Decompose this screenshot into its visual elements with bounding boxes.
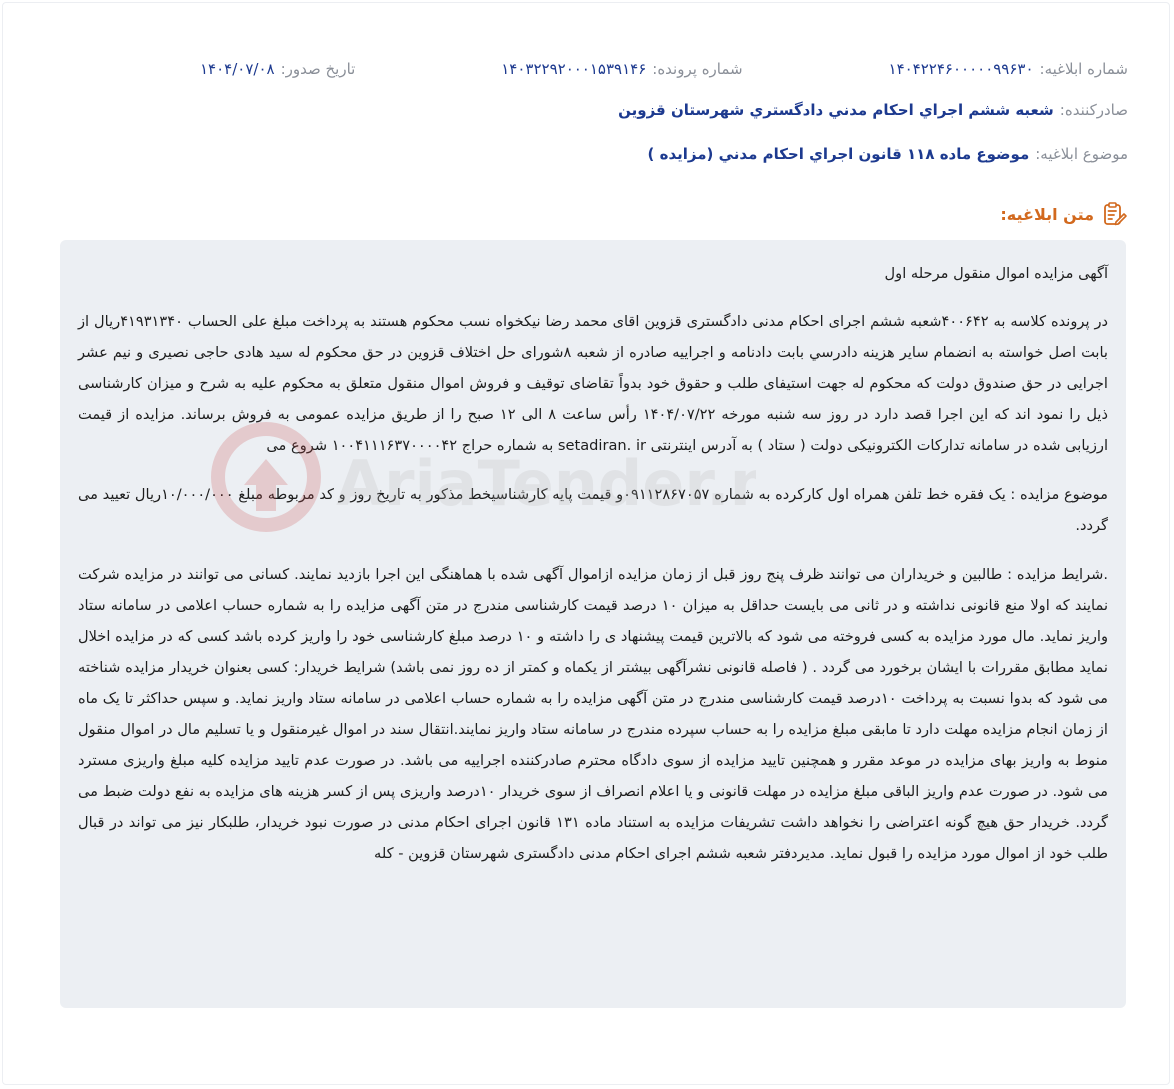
notice-body [60,240,1126,1008]
case-number-value: ۱۴۰۳۲۲۹۲۰۰۰۱۵۳۹۱۴۶ [501,60,647,78]
issuer-label: صادرکننده: [1059,101,1128,119]
notice-meta-row [200,56,1128,82]
watermark-text: AriaTender.n [336,447,756,520]
subject-row [648,141,1128,167]
issuer-row [618,97,1128,123]
subject-label: موضوع ابلاغیه: [1035,145,1128,163]
notice-text-title [1000,200,1128,228]
issue-date-value: ۱۴۰۴/۰۷/۰۸ [200,60,275,78]
issue-date [200,60,355,78]
notice-body-heading: آگهی مزایده اموال منقول مرحله اول [884,265,1108,282]
case-number-label: شماره پرونده: [652,60,743,78]
notice-text-title-label: متن ابلاغیه: [1000,204,1094,224]
case-number [501,60,742,78]
subject-value: موضوع ماده ۱۱۸ قانون اجراي احكام مدني (مزايده ) [647,145,1030,163]
notice-number-label: شماره ابلاغیه: [1039,60,1128,78]
notice-number-value: ۱۴۰۴۲۲۴۶۰۰۰۰۰۹۹۶۳۰ [888,60,1034,78]
issuer-value: شعبه ششم اجراي احكام مدني دادگستري شهرستان قزوين [618,101,1054,119]
notice-body-paragraph: موضوع مزایده : یک فقره خط تلفن همراه اول کارکرده به شماره ۰۹۱۱۲۸۶۷۰۵۷و قیمت پایه کارشناسیخط مذکور به تاریخ روز و کد مربوطه مبلغ ۱۰/۰۰۰/۰۰۰ریال تعیید می گردد. [78,486,1108,534]
notice-body-paragraph: در پرونده کلاسه به ۴۰۰۶۴۲شعبه ششم اجرای احکام مدنی دادگستری قزوین اقای محمد رضا نیکخواه نسب محکوم هستند به پرداخت مبلغ علی الحساب ۴۱۹۳۱۳۴۰ریال از بابت اصل خواسته به انضمام ساير هزينه دادرسي بابت دادنامه و اجراییه صادره از شعبه ۸شورای حل اختلاف قزوین در حق محکوم له سید هادی حاجی نصیری و نیم عشر اجرایی در حق صندوق دولت که محکوم له جهت استیفای طلب و حقوق خود بدواً تقاضای توقیف و فروش اموال منقول متعلق به محکوم علیه به شرح و میزان کارشناسی ذیل را نمود اند که این اجرا قصد دارد در روز سه شنبه مورخه ۱۴۰۴/۰۷/۲۲ رأس ساعت ۸ الی ۱۲ صبح را از طریق مزایده عمومی به فروش برساند. مزایده از قیمت ارزیابی شده در سامانه تدارکات الکترونیکی دولت ( ستاد ) به آدرس اینترنتی setadiran. ir به شماره حراج ۱۰۰۴۱۱۱۶۳۷۰۰۰۰۴۲ شروع می [78,313,1108,454]
issue-date-label: تاریخ صدور: [280,60,356,78]
notice-number [889,60,1128,78]
document-edit-icon [1102,201,1128,227]
notice-body-paragraph: .شرایط مزایده : طالبین و خریداران می توانند ظرف پنج روز قبل از زمان مزایده ازاموال آگهی شده با هماهنگی این اجرا بازدید نمایند. کسانی می توانند در مزایده شرکت نمایند که اولا منع قانونی نداشته و در ثانی می بایست حداقل به میزان ۱۰ درصد قیمت کارشناسی مندرج در متن آگهی مزایده را به شماره حساب اعلامی در سامانه ستاد واریز نماید. مال مورد مزایده به کسی فروخته می شود که بالاترین قیمت پیشنهاد ی را داشته و ۱۰ درصد مبلغ کارشناسی خود را واریز کرده باشد کسی که در مزایده اخلال نماید مطابق مقررات با ایشان برخورد می گردد . ( فاصله قانونی نشرآگهی بیشتر از یکماه و کمتر از ده روز نمی باشد) شرایط خریدار: کسی بعنوان خریدار مزایده شناخته می شود که بدوا نسبت به پرداخت ۱۰درصد قیمت کارشناسی مندرج در متن آگهی مزایده را به شماره حساب اعلامی در سامانه ستاد واریز نماید. و سپس حداکثر تا یک ماه از زمان انجام مزایده مهلت دارد تا مابقی مبلغ مزایده را به حساب سپرده مندرج در سامانه ستاد واریز نمایند.انتقال سند در اموال غیرمنقول و یا تسلیم مال در اموال منقول منوط به واریز بهای مزایده در موعد مقرر و همچنین تایید مزایده از سوی دادگاه محترم صادرکننده اجراییه می باشد. در صورت عدم تایید مزایده کلیه مبلغ واریزی مسترد می شود. در صورت عدم واریز الباقی مبلغ مزایده در مهلت قانونی و یا اعلام انصراف از سوی خریدار ۱۰درصد واریزی پس از کسر هزینه های مزایده به نفع دولت ضبط می گردد. خریدار حق هیچ گونه اعتراضی را نخواهد داشت تشریفات مزایده به استناد ماده ۱۳۱ قانون اجرای احکام مدنی در صورت نبود خریدار، طلبکار نیز می تواند در قبال طلب خود از اموال مورد مزایده را قبول نماید. مدیردفتر شعبه ششم اجرای احکام مدنی دادگستری شهرستان قزوین - کله [78,566,1109,862]
